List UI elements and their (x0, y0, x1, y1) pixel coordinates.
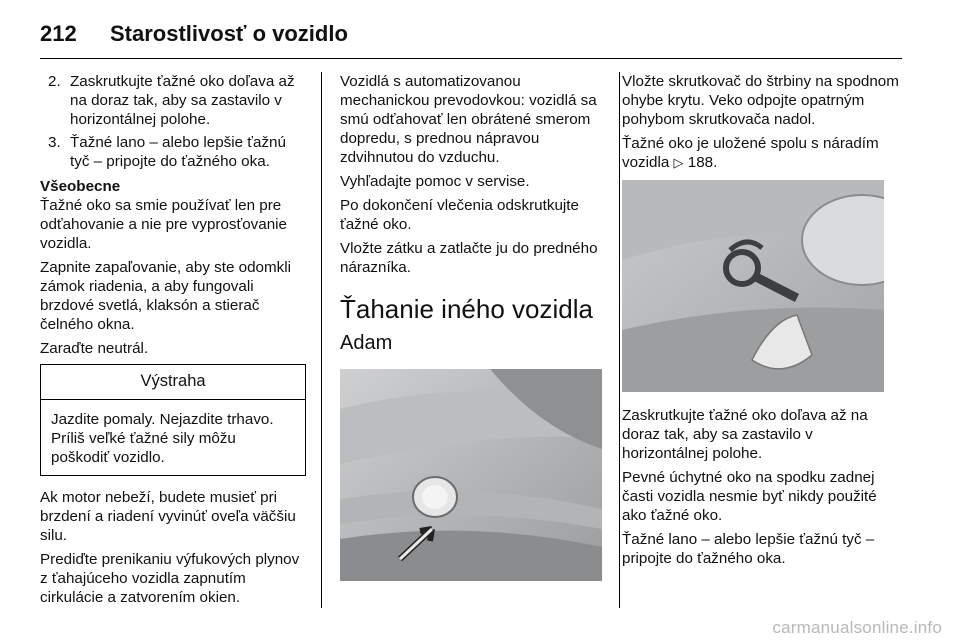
page-number: 212 (40, 21, 77, 46)
unscrew-paragraph: Po dokončení vlečenia odskrutkujte ťažné oko. (340, 197, 579, 233)
rear-bumper-illustration (340, 369, 602, 581)
towing-eye-illustration (622, 180, 884, 392)
steps-list (40, 72, 306, 171)
column-right (622, 72, 902, 573)
service-paragraph: Vyhľadajte pomoc v servise. (340, 173, 530, 190)
screw-in-paragraph: Zaskrutkujte ťažné oko doľava až na doraz tak, aby sa zastavilo v horizontálnej polohe. (622, 407, 868, 462)
step-number: 2. (48, 73, 61, 90)
stored-page-ref: 188. (687, 154, 718, 171)
column-divider-1 (321, 72, 322, 608)
stored-paragraph (622, 134, 902, 172)
neutral-paragraph: Zaraďte neutrál. (40, 340, 149, 357)
engine-paragraph: Ak motor nebeží, budete musieť pri brzdení a riadení vyvinúť oveľa väčšiu silu. (40, 489, 296, 544)
model-subheading: Adam (340, 332, 393, 354)
watermark: carmanualsonline.info (772, 618, 942, 637)
general-heading: Všeobecne (40, 178, 121, 195)
page-title: Starostlivosť o vozidlo (110, 21, 348, 46)
warning-title: Výstraha (41, 365, 305, 400)
general-text: Ťažné oko sa smie používať len pre odťahovanie a nie pre vyprosťovanie vozidla. (40, 197, 287, 252)
automatic-transmission-paragraph: Vozidlá s automatizovanou mechanickou prevodovkou: vozidlá sa smú odťahovať len obrátené smerom dopredu, s prednou nápravou zdvihnutou do vzduchu. (340, 73, 597, 166)
page-ref-icon: ▷ (673, 155, 684, 170)
list-item (40, 72, 306, 129)
page-header (40, 14, 902, 54)
step-text: Ťažné lano – alebo lepšie ťažnú tyč – pripojte do ťažného oka. (70, 134, 286, 170)
step-text: Zaskrutkujte ťažné oko doľava až na doraz tak, aby sa zastavilo v horizontálnej polohe. (70, 73, 295, 128)
column-middle (340, 72, 602, 581)
step-number: 3. (48, 134, 61, 151)
warning-box (40, 364, 306, 476)
plug-paragraph: Vložte zátku a zatlačte ju do predného nárazníka. (340, 240, 598, 276)
list-item (40, 133, 306, 171)
screwdriver-paragraph: Vložte skrutkovač do štrbiny na spodnom ohybe krytu. Veko odpojte opatrným pohybom skrutkovača nadol. (622, 73, 899, 128)
column-divider-2 (619, 72, 620, 608)
exhaust-paragraph: Prediďte prenikaniu výfukových plynov z ťahajúceho vozidla zapnutím cirkulácie a zatvorením okien. (40, 551, 300, 606)
warning-text: Jazdite pomaly. Nejazdite trhavo. Príliš veľké ťažné sily môžu poškodiť vozidlo. (51, 411, 274, 466)
column-left (40, 72, 306, 612)
ignition-paragraph: Zapnite zapaľovanie, aby ste odomkli zámok riadenia, a aby fungovali brzdové svetlá, klaksón a stierač čelného okna. (40, 259, 291, 333)
rope-paragraph: Ťažné lano – alebo lepšie ťažnú tyč – pripojte do ťažného oka. (622, 531, 875, 567)
header-rule (40, 58, 902, 59)
fixed-eye-paragraph: Pevné úchytné oko na spodku zadnej časti vozidla nesmie byť nikdy použité ako ťažné oko. (622, 469, 877, 524)
stored-text: Ťažné oko je uložené spolu s náradím vozidla (622, 135, 879, 171)
section-heading-towing: Ťahanie iného vozidla (340, 294, 593, 324)
